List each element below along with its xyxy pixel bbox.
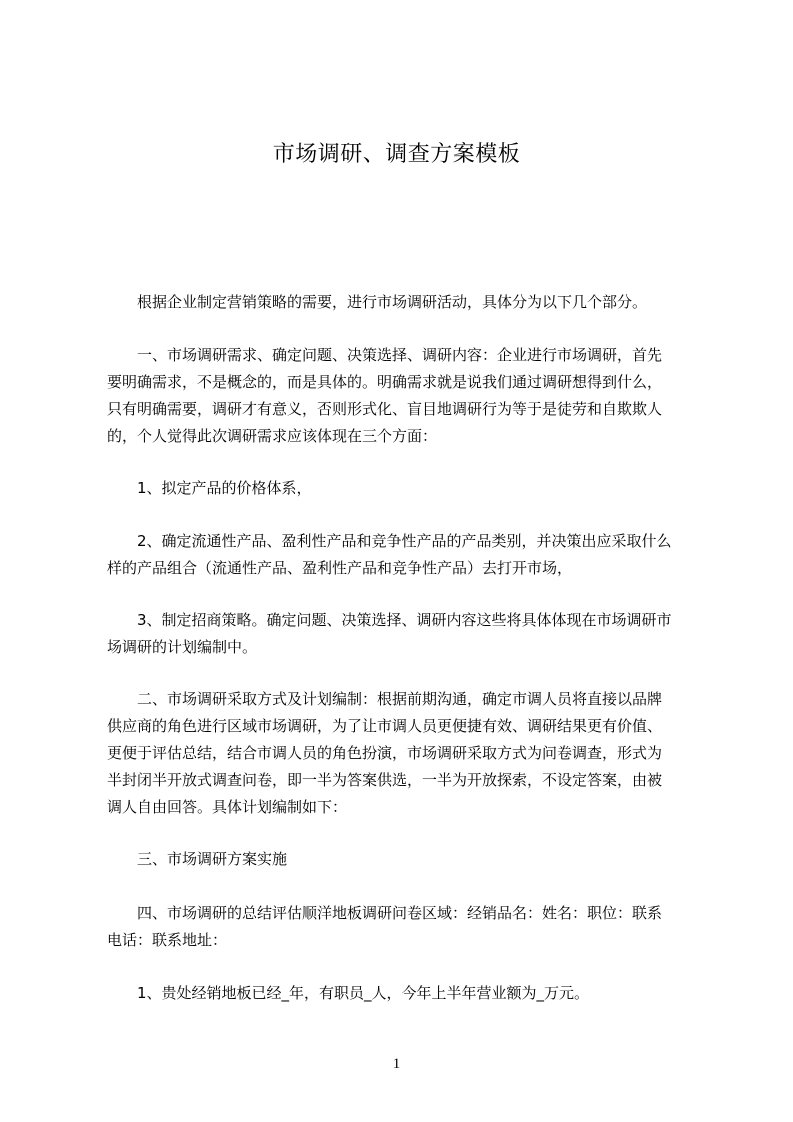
paragraph-section-2: [107, 686, 707, 821]
paragraph-section-1: [107, 342, 707, 450]
text-line: 2、确定流通性产品、盈利性产品和竞争性产品的产品类别，并决策出应采取什么: [137, 532, 672, 550]
text-line: 电话：联系地址：: [107, 931, 228, 949]
paragraph-item-1: [107, 475, 707, 502]
text-line: 一、市场调研需求、确定问题、决策选择、调研内容：企业进行市场调研，首先: [137, 346, 663, 364]
paragraph-question-1: [107, 980, 707, 1007]
paragraph-item-3: [107, 607, 707, 661]
text-line: 要明确需求，不是概念的，而是具体的。明确需求就是说我们通过调研想得到什么，: [107, 373, 663, 391]
page-number: 1: [392, 1056, 401, 1072]
text-line: 调人自由回答。具体计划编制如下：: [107, 798, 348, 816]
text-line: 的，个人觉得此次调研需求应该体现在三个方面：: [107, 427, 438, 445]
text-line: 四、市场调研的总结评估顺洋地板调研问卷区域：经销品名：姓名：职位：联系: [137, 904, 663, 922]
text-line: 场调研的计划编制中。: [107, 638, 258, 656]
text-line: 3、制定招商策略。确定问题、决策选择、调研内容这些将具体体现在市场调研市: [137, 611, 672, 629]
document-title: 市场调研、调查方案模板: [272, 142, 521, 167]
paragraph-section-4: [107, 900, 707, 954]
paragraph-section-3: [107, 846, 707, 873]
text-line: 根据企业制定营销策略的需要，进行市场调研活动，具体分为以下几个部分。: [137, 293, 648, 311]
text-line: 1、拟定产品的价格体系，: [137, 479, 312, 497]
text-line: 1、贵处经销地板已经_年，有职员_人，今年上半年营业额为_万元。: [137, 984, 590, 1002]
text-line: 样的产品组合（流通性产品、盈利性产品和竞争性产品）去打开市场，: [107, 559, 573, 577]
paragraph-intro: [107, 289, 707, 316]
text-line: 三、市场调研方案实施: [137, 850, 288, 868]
text-line: 只有明确需要，调研才有意义，否则形式化、盲目地调研行为等于是徒劳和自欺欺人: [107, 400, 663, 418]
text-line: 二、市场调研采取方式及计划编制：根据前期沟通，确定市调人员将直接以品牌: [137, 690, 663, 708]
text-line: 更便于评估总结，结合市调人员的角色扮演，市场调研采取方式为问卷调查，形式为: [107, 744, 663, 762]
text-line: 半封闭半开放式调查问卷，即一半为答案供选，一半为开放探索，不设定答案，由被: [107, 771, 663, 789]
text-line: 供应商的角色进行区域市场调研，为了让市调人员更便捷有效、调研结果更有价值、: [107, 717, 663, 735]
paragraph-item-2: [107, 528, 707, 582]
